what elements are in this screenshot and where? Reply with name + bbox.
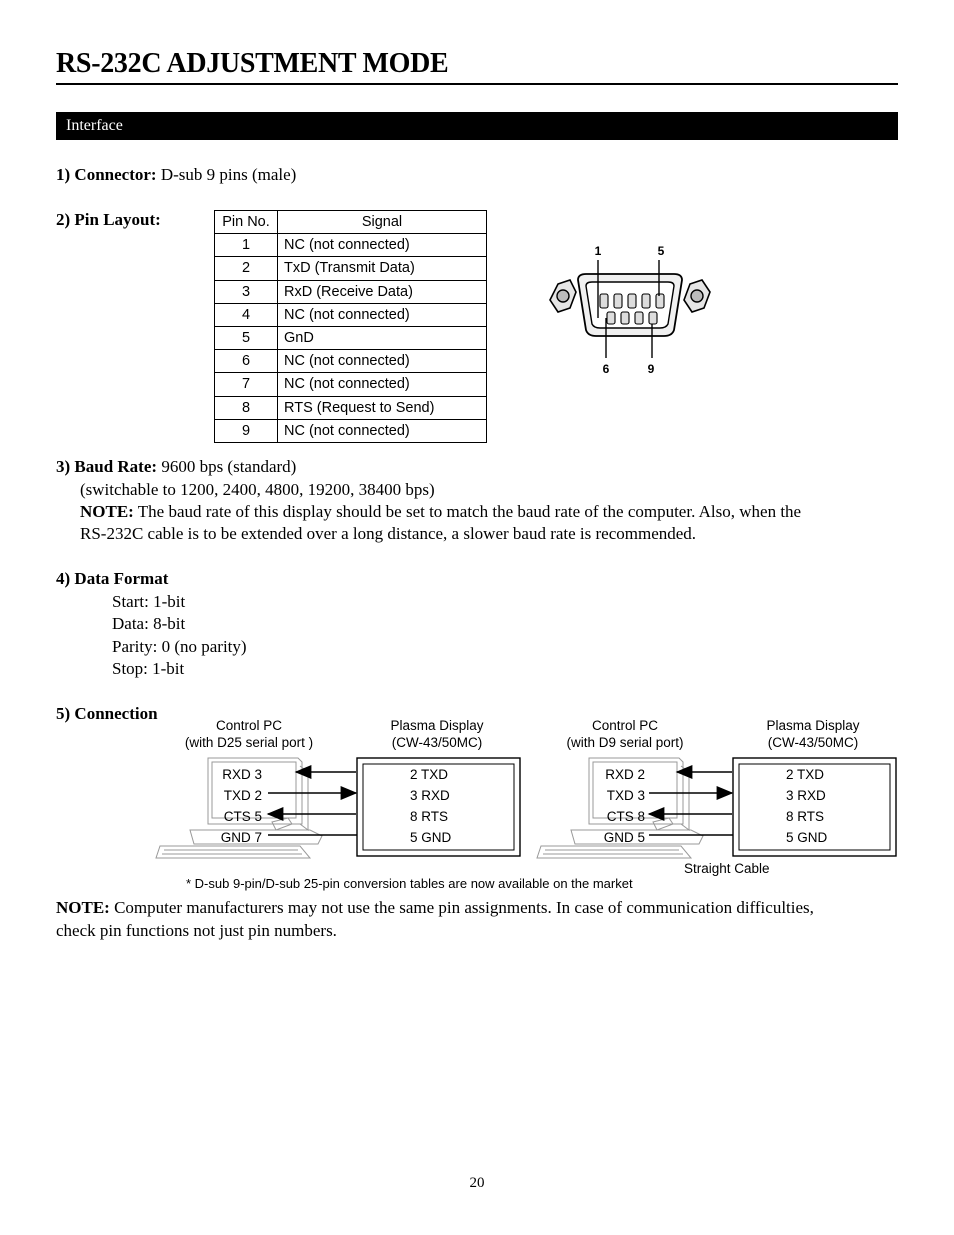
baud-note-line1 — [80, 501, 801, 524]
pin-number: 4 — [215, 303, 278, 326]
conversion-footnote: * D-sub 9-pin/D-sub 25-pin conversion tables are now available on the market — [186, 876, 633, 891]
pin-number: 2 — [215, 257, 278, 280]
table-row — [215, 350, 487, 373]
format-stop: Stop: 1-bit — [112, 659, 185, 678]
table-row — [215, 326, 487, 349]
baud-switchable: (switchable to 1200, 2400, 4800, 19200, 38400 bps) — [80, 480, 435, 499]
table-row — [215, 419, 487, 442]
left-pc-caption — [182, 717, 316, 751]
right-pc-subtitle: (with D9 serial port) — [566, 735, 684, 750]
baud-line — [56, 456, 296, 479]
left-pc-pin: RXD 3 — [222, 767, 262, 782]
page-title: RS-232C ADJUSTMENT MODE — [56, 48, 449, 79]
right-display-pin: 3 RXD — [786, 788, 826, 803]
pin-table-header — [215, 211, 487, 234]
pin-number: 1 — [215, 234, 278, 257]
left-pc-pin: CTS 5 — [223, 809, 262, 824]
pin-signal: NC (not connected) — [278, 303, 487, 326]
right-display-pin: 5 GND — [786, 830, 828, 845]
data-format-label: 4) Data Format — [56, 569, 169, 588]
baud-note-label: NOTE: — [80, 502, 134, 521]
pin-signal: NC (not connected) — [278, 234, 487, 257]
format-data: Data: 8-bit — [112, 614, 186, 633]
baud-note-line2: RS-232C cable is to be extended over a long distance, a slower baud rate is recommended. — [80, 524, 697, 543]
header-signal: Signal — [278, 211, 487, 234]
connection-label: 5) Connection — [56, 704, 158, 723]
left-pc-pin: GND 7 — [220, 830, 262, 845]
table-row — [215, 303, 487, 326]
right-display-pin: 8 RTS — [786, 809, 825, 824]
left-pc-title: Control PC — [215, 718, 283, 733]
pin-number: 5 — [215, 326, 278, 349]
right-screw-icon — [684, 280, 710, 312]
pin-label-6: 6 — [602, 362, 610, 376]
final-note-line2: check pin functions not just pin numbers. — [56, 921, 337, 940]
left-screw-icon — [550, 280, 576, 312]
left-pc-pin: TXD 2 — [223, 788, 262, 803]
left-display-pin: 8 RTS — [410, 809, 449, 824]
final-note-text: Computer manufacturers may not use the same pin assignments. In case of communication difficulties, — [109, 898, 814, 917]
straight-cable-label: Straight Cable — [684, 861, 770, 876]
connector-line — [56, 164, 296, 187]
right-pc-title: Control PC — [591, 718, 659, 733]
right-display-pin: 2 TXD — [786, 767, 825, 782]
right-pc-pin: GND 5 — [603, 830, 645, 845]
pin-signal: NC (not connected) — [278, 419, 487, 442]
right-pc-pin: TXD 3 — [606, 788, 645, 803]
table-row — [215, 280, 487, 303]
dsub-connector-illustration — [540, 236, 720, 376]
table-row — [215, 373, 487, 396]
right-pc-pin: CTS 8 — [606, 809, 645, 824]
table-row — [215, 257, 487, 280]
left-display-pin: 2 TXD — [410, 767, 449, 782]
pin-number: 3 — [215, 280, 278, 303]
connector-value: D-sub 9 pins (male) — [156, 165, 297, 184]
pin-number: 8 — [215, 396, 278, 419]
left-display-caption — [372, 717, 502, 751]
right-display-pins — [786, 764, 846, 848]
table-row — [215, 234, 487, 257]
pin-signal: GnD — [278, 326, 487, 349]
pin-number: 7 — [215, 373, 278, 396]
left-display-pin: 3 RXD — [410, 788, 450, 803]
section-header: Interface — [56, 112, 898, 140]
baud-label: 3) Baud Rate: — [56, 457, 158, 476]
baud-note-text: The baud rate of this display should be set to match the baud rate of the computer. Also, when the — [133, 502, 802, 521]
left-pc-pins — [210, 764, 262, 848]
right-pc-caption — [558, 717, 692, 751]
title-rule — [56, 83, 898, 85]
left-display-title: Plasma Display — [390, 718, 484, 733]
right-pc-pins — [591, 764, 645, 848]
format-start: Start: 1-bit — [112, 592, 186, 611]
pin-layout-label: 2) Pin Layout: — [56, 210, 161, 229]
pin-signal: RxD (Receive Data) — [278, 280, 487, 303]
pin-table — [214, 210, 487, 443]
pin-signal: NC (not connected) — [278, 373, 487, 396]
final-note-label: NOTE: — [56, 898, 110, 917]
format-parity: Parity: 0 (no parity) — [112, 637, 247, 656]
pin-signal: RTS (Request to Send) — [278, 396, 487, 419]
pin-number: 6 — [215, 350, 278, 373]
left-display-subtitle: (CW-43/50MC) — [391, 735, 483, 750]
pin-number: 9 — [215, 419, 278, 442]
page-number: 20 — [469, 1175, 485, 1191]
baud-value: 9600 bps (standard) — [157, 457, 297, 476]
connector-label: 1) Connector: — [56, 165, 157, 184]
pin-label-9: 9 — [647, 362, 655, 376]
pin-signal: NC (not connected) — [278, 350, 487, 373]
left-pc-subtitle: (with D25 serial port ) — [184, 735, 314, 750]
left-display-pin: 5 GND — [410, 830, 452, 845]
right-pc-pin: RXD 2 — [605, 767, 645, 782]
final-note-line1 — [56, 897, 814, 920]
right-display-caption — [748, 717, 878, 751]
pin-label-5: 5 — [657, 244, 665, 258]
pin-label-1: 1 — [594, 244, 602, 258]
right-display-subtitle: (CW-43/50MC) — [767, 735, 859, 750]
right-display-title: Plasma Display — [766, 718, 860, 733]
table-row — [215, 396, 487, 419]
pin-signal: TxD (Transmit Data) — [278, 257, 487, 280]
left-display-pins — [410, 764, 470, 848]
header-pin-no: Pin No. — [215, 211, 278, 234]
